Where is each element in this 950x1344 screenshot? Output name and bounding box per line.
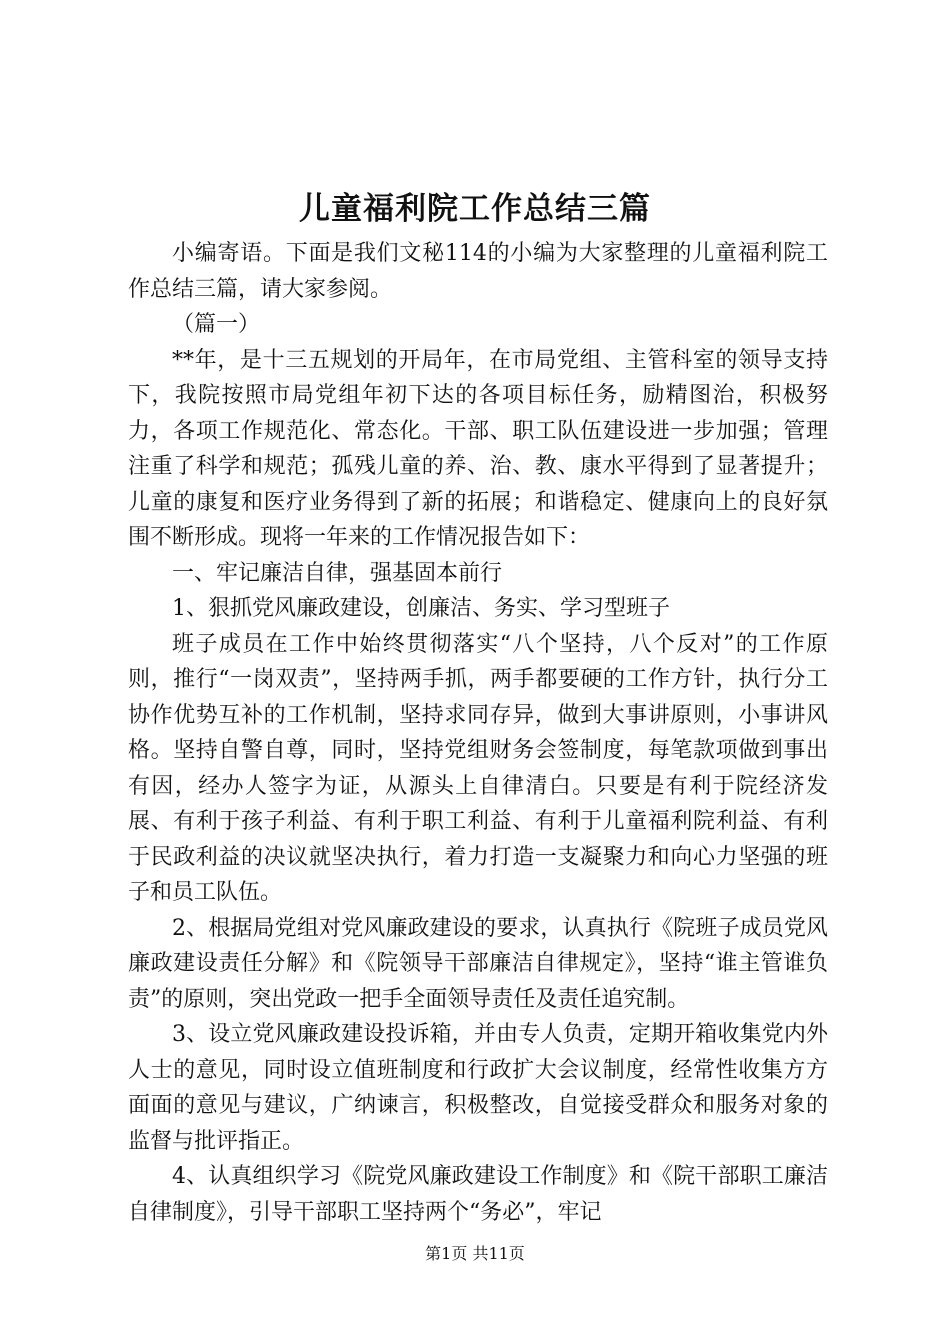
section-label: （篇一） [172,312,261,337]
body-paragraph: 3、设立党风廉政建设投诉箱，并由专人负责，定期开箱收集党内外人士的意见，同时设立值班制度和行政扩大会议制度，经常性收集方方面面的意见与建议，广纳谏言，积极整改，自觉接受群众和服务对象的监督与批评指正。 [128,1022,828,1154]
subsection-heading: 1、狠抓党风廉政建设，创廉洁、务实、学习型班子 [172,596,670,621]
document-body [128,236,828,1230]
section-heading: 一、牢记廉洁自律，强基固本前行 [172,560,503,586]
page-number-footer: 第1页 共11页 [425,1244,525,1263]
document-title: 儿童福利院工作总结三篇 [299,191,651,227]
intro-paragraph: 小编寄语。下面是我们文秘114的小编为大家整理的儿童福利院工作总结三篇，请大家参阅。 [128,241,828,302]
body-paragraph: **年，是十三五规划的开局年，在市局党组、主管科室的领导支持下，我院按照市局党组年初下达的各项目标任务，励精图治，积极努力，各项工作规范化、常态化。干部、职工队伍建设进一步加强；管理注重了科学和规范；孤残儿童的养、治、教、康水平得到了显著提升；儿童的康复和医疗业务得到了新的拓展；和谐稳定、健康向上的良好氛围不断形成。现将一年来的工作情况报告如下： [128,347,828,550]
body-paragraph: 2、根据局党组对党风廉政建设的要求，认真执行《院班子成员党风廉政建设责任分解》和《院领导干部廉洁自律规定》，坚持“谁主管谁负责”的原则，突出党政一把手全面领导责任及责任追究制。 [128,915,828,1012]
body-paragraph: 班子成员在工作中始终贯彻落实“八个坚持，八个反对”的工作原则，推行“一岗双责”，坚持两手抓，两手都要硬的工作方针，执行分工协作优势互补的工作机制，坚持求同存异，做到大事讲原则，小事讲风格。坚持自警自尊，同时，坚持党组财务会签制度，每笔款项做到事出有因，经办人签字为证，从源头上自律清白。只要是有利于院经济发展、有利于孩子利益、有利于职工利益、有利于儿童福利院利益、有利于民政利益的决议就坚决执行，着力打造一支凝聚力和向心力坚强的班子和员工队伍。 [128,631,828,905]
body-paragraph: 4、认真组织学习《院党风廉政建设工作制度》和《院干部职工廉洁自律制度》，引导干部职工坚持两个“务必”，牢记 [128,1164,828,1225]
